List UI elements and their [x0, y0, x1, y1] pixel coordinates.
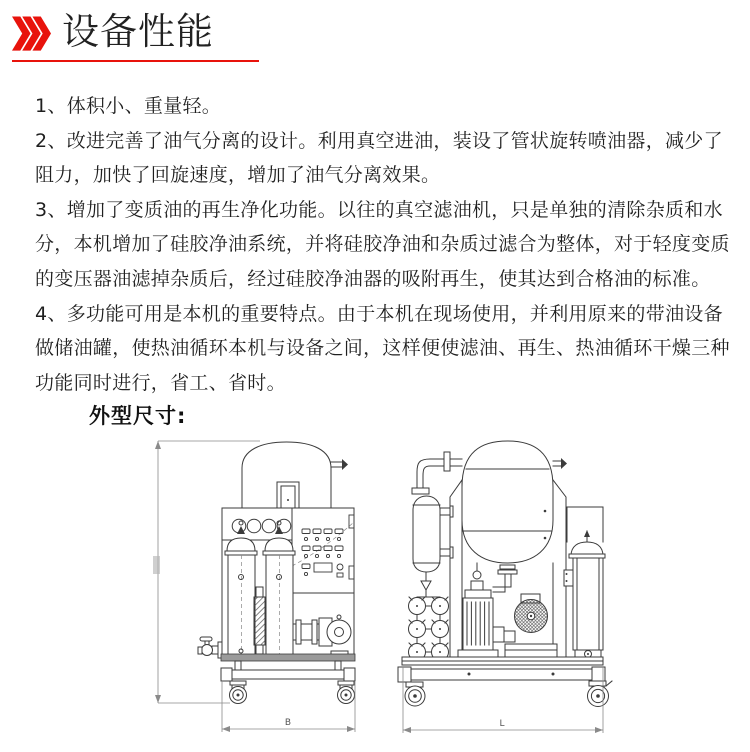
performance-list [35, 89, 730, 400]
length-dimension-label: L [499, 719, 505, 729]
feature-line: 做储油罐，使热油循环本机与设备之间，这样便使滤油、再生、热油循环干燥三种 [35, 337, 730, 360]
feature-line: 的变压器油滤掉杂质后，经过硅胶净油器的吸附再生，使其达到合格油的标准。 [35, 267, 711, 290]
caster-side-left [405, 682, 425, 706]
heater-element [254, 587, 265, 654]
side-filter-cylinder [564, 507, 605, 658]
sight-glass [277, 482, 299, 508]
front-base-frame [221, 654, 355, 681]
caster-front-right [338, 681, 355, 704]
feature-line: 阻力，加快了回旋速度，增加了油气分离效果。 [35, 164, 441, 187]
caster-front-left [230, 681, 247, 704]
outlet-piping [493, 565, 517, 592]
side-vacuum-tank [462, 441, 567, 563]
filter-cylinder-left [225, 521, 257, 658]
drain-valve [198, 637, 222, 658]
feature-line: 2、改进完善了油气分离的设计。利用真空进油，装设了管状旋转喷油器，减少了 [35, 129, 723, 152]
outline-dimension-drawing [140, 430, 725, 752]
valve-stack [409, 597, 449, 661]
condenser-and-piping [412, 452, 462, 597]
front-view-drawing [153, 441, 355, 732]
height-dimension-label [153, 556, 160, 574]
vent-nozzle-icon [561, 458, 567, 469]
title-underline [12, 60, 259, 62]
width-dimension-label: B [284, 718, 292, 728]
vent-nozzle-icon [342, 459, 348, 470]
side-base-frame [398, 657, 605, 682]
filter-cylinder-right [263, 521, 295, 658]
feature-line: 4、多功能可用是本机的重要特点。由于本机在现场使用，并利用原来的带油设备 [35, 302, 723, 325]
motor [493, 594, 557, 657]
dimensions-section-label: 外型尺寸: [89, 404, 187, 428]
feature-line: 功能同时进行，省工、省时。 [35, 371, 286, 394]
feature-line: 分，本机增加了硅胶净油系统，并将硅胶净油和杂质过滤合为整体，对于轻度变质 [35, 233, 730, 256]
triple-chevron-icon [12, 16, 51, 51]
feature-line: 3、增加了变质油的再生净化功能。以往的真空滤油机，只是单独的清除杂质和水 [35, 198, 723, 221]
feature-line: 1、体积小、重量轻。 [35, 95, 222, 117]
caster-side-right [588, 681, 613, 707]
page-title: 设备性能 [62, 10, 214, 53]
vacuum-pump [458, 563, 498, 657]
side-view-drawing [398, 441, 612, 733]
